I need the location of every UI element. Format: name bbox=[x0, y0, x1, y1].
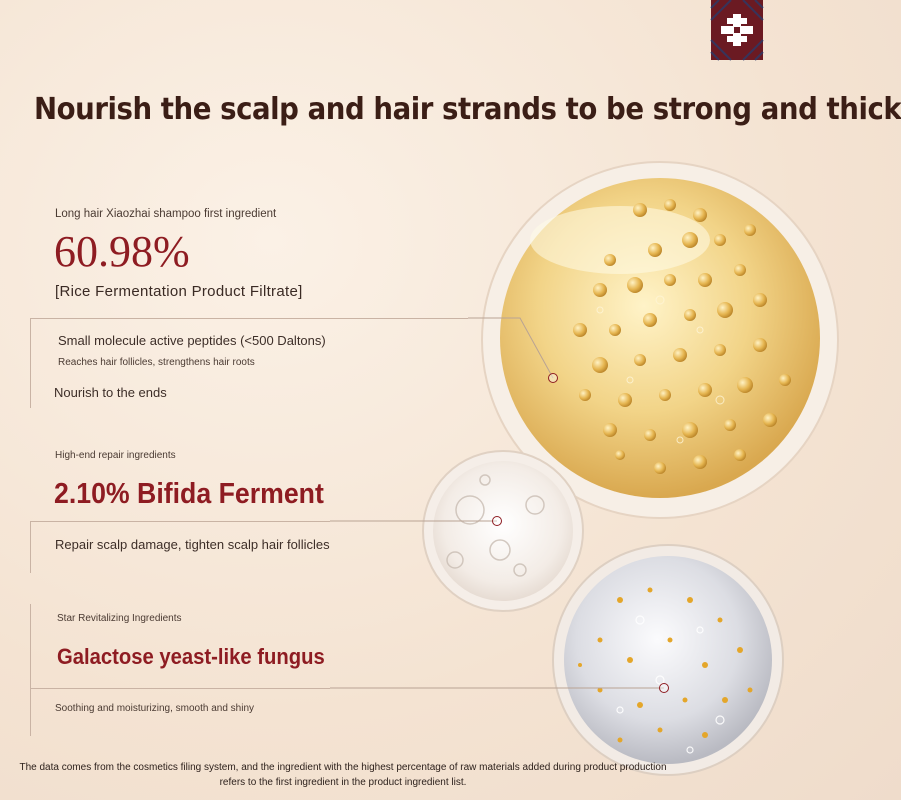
section3-vertical-rule bbox=[30, 604, 31, 736]
section1-label: Long hair Xiaozhai shampoo first ingredient bbox=[55, 208, 277, 220]
section2-divider bbox=[30, 521, 330, 522]
section1-extra: Nourish to the ends bbox=[54, 385, 167, 400]
callout-dot-silver bbox=[659, 683, 669, 693]
section1-percent: 60.98% bbox=[54, 227, 190, 276]
section3-label: Star Revitalizing Ingredients bbox=[57, 613, 182, 624]
footer-note-line2: refers to the first ingredient in the product ingredient list. bbox=[219, 777, 467, 788]
section3-title: Galactose yeast-like fungus bbox=[57, 644, 325, 669]
section1-divider bbox=[30, 318, 468, 319]
brand-logo-icon bbox=[711, 0, 763, 60]
section2-title: 2.10% Bifida Ferment bbox=[54, 478, 324, 510]
section1-ingredient: [Rice Fermentation Product Filtrate] bbox=[55, 283, 303, 300]
section3-benefit: Soothing and moisturizing, smooth and shiny bbox=[55, 703, 255, 714]
section2-vertical-rule bbox=[30, 521, 31, 573]
callout-dot-clear bbox=[492, 516, 502, 526]
callout-dot-gold bbox=[548, 373, 558, 383]
section1-vertical-rule bbox=[30, 318, 31, 408]
section2-benefit: Repair scalp damage, tighten scalp hair follicles bbox=[55, 537, 330, 552]
section1-benefit-title: Small molecule active peptides (<500 Daltons) bbox=[58, 333, 326, 348]
footer-note-line1: The data comes from the cosmetics filing system, and the ingredient with the highest percentage of raw materials added during product production bbox=[19, 762, 667, 773]
section2-label: High-end repair ingredients bbox=[55, 450, 176, 461]
section3-divider bbox=[30, 688, 330, 689]
section1-benefit-sub: Reaches hair follicles, strengthens hair roots bbox=[58, 357, 255, 368]
headline: Nourish the scalp and hair strands to be strong and thick bbox=[34, 92, 901, 127]
